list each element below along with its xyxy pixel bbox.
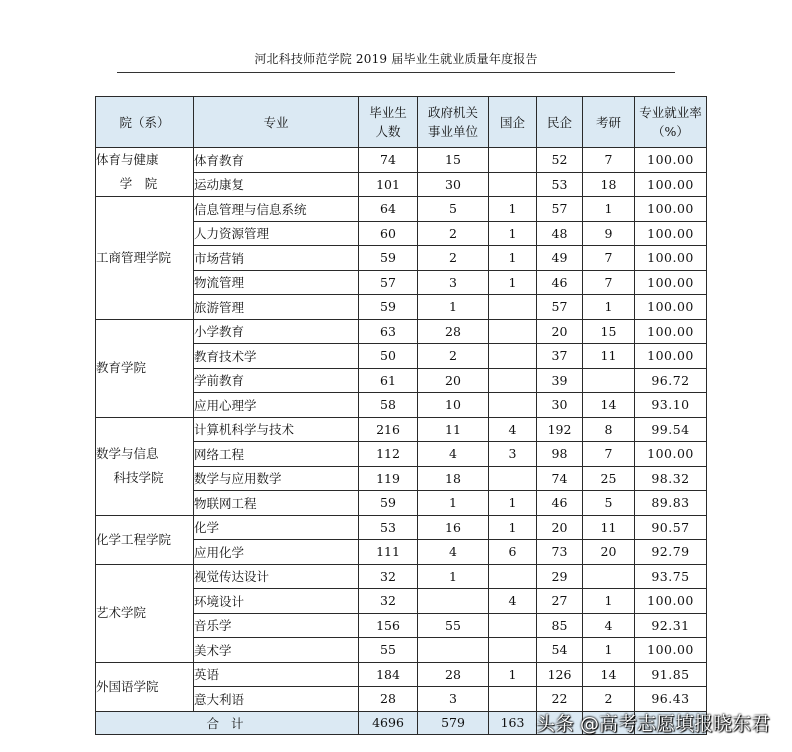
header-government: [418, 97, 489, 148]
cell-government: 30: [418, 172, 489, 197]
cell-government: 1: [418, 295, 489, 320]
table-row: [96, 515, 707, 540]
cell-government: 5: [418, 197, 489, 222]
cell-state-enterprise: [489, 319, 537, 344]
cell-college: [96, 148, 194, 197]
cell-employment-rate: 90.57: [635, 515, 707, 540]
cell-private-enterprise: 52: [537, 148, 583, 173]
cell-graduates: 63: [359, 319, 418, 344]
cell-employment-rate: 100.00: [635, 172, 707, 197]
cell-graduates: 112: [359, 442, 418, 467]
header-major: 专业: [194, 97, 359, 148]
cell-state-enterprise: [489, 172, 537, 197]
cell-employment-rate: 99.54: [635, 417, 707, 442]
table-header-row: [96, 97, 707, 148]
cell-employment-rate: 100.00: [635, 638, 707, 663]
cell-graduates: 74: [359, 148, 418, 173]
cell-employment-rate: 89.83: [635, 491, 707, 516]
cell-postgraduate: 2: [583, 687, 635, 712]
cell-government: 2: [418, 344, 489, 369]
cell-government: 10: [418, 393, 489, 418]
cell-private-enterprise: 74: [537, 466, 583, 491]
cell-major: 应用化学: [194, 540, 359, 565]
cell-state-enterprise: 1: [489, 491, 537, 516]
cell-private-enterprise: 27: [537, 589, 583, 614]
cell-employment-rate: 100.00: [635, 442, 707, 467]
cell-employment-rate: 100.00: [635, 295, 707, 320]
cell-government: 15: [418, 148, 489, 173]
cell-major: 意大利语: [194, 687, 359, 712]
cell-major: 小学教育: [194, 319, 359, 344]
cell-state-enterprise: 1: [489, 221, 537, 246]
cell-postgraduate: 7: [583, 148, 635, 173]
cell-postgraduate: 1: [583, 589, 635, 614]
cell-employment-rate: 100.00: [635, 221, 707, 246]
cell-state-enterprise: [489, 368, 537, 393]
cell-postgraduate: 5: [583, 491, 635, 516]
totals-state-enterprise: 163: [489, 711, 537, 734]
cell-postgraduate: 11: [583, 344, 635, 369]
cell-state-enterprise: [489, 687, 537, 712]
college-name-line: 数学与信息: [96, 446, 159, 461]
cell-government: 1: [418, 491, 489, 516]
cell-major: 物联网工程: [194, 491, 359, 516]
cell-graduates: 55: [359, 638, 418, 663]
cell-college: [96, 662, 194, 711]
header-graduates-text: 毕业生人数: [369, 105, 407, 139]
cell-private-enterprise: 57: [537, 295, 583, 320]
college-name-line: 学 院: [119, 176, 158, 191]
cell-major: 应用心理学: [194, 393, 359, 418]
cell-graduates: 53: [359, 515, 418, 540]
cell-postgraduate: 1: [583, 295, 635, 320]
cell-private-enterprise: 22: [537, 687, 583, 712]
cell-government: 16: [418, 515, 489, 540]
cell-postgraduate: 11: [583, 515, 635, 540]
cell-major: 计算机科学与技术: [194, 417, 359, 442]
cell-government: [418, 638, 489, 663]
cell-private-enterprise: 192: [537, 417, 583, 442]
cell-major: 化学: [194, 515, 359, 540]
table-row: [96, 197, 707, 222]
cell-employment-rate: 96.43: [635, 687, 707, 712]
cell-major: 英语: [194, 662, 359, 687]
cell-employment-rate: 91.85: [635, 662, 707, 687]
header-private-enterprise: 民企: [537, 97, 583, 148]
cell-state-enterprise: 1: [489, 662, 537, 687]
cell-employment-rate: 100.00: [635, 270, 707, 295]
cell-major: 运动康复: [194, 172, 359, 197]
cell-government: 2: [418, 246, 489, 271]
cell-major: 美术学: [194, 638, 359, 663]
cell-postgraduate: [583, 368, 635, 393]
cell-government: 11: [418, 417, 489, 442]
cell-employment-rate: 100.00: [635, 344, 707, 369]
cell-government: 4: [418, 540, 489, 565]
cell-graduates: 119: [359, 466, 418, 491]
table-row: [96, 319, 707, 344]
header-employment-rate: [635, 97, 707, 148]
cell-college: [96, 319, 194, 417]
cell-graduates: 184: [359, 662, 418, 687]
college-name-line: 科技学院: [113, 470, 164, 485]
cell-postgraduate: 14: [583, 662, 635, 687]
cell-employment-rate: 98.32: [635, 466, 707, 491]
cell-state-enterprise: 3: [489, 442, 537, 467]
cell-postgraduate: 4: [583, 613, 635, 638]
cell-private-enterprise: 54: [537, 638, 583, 663]
cell-state-enterprise: 1: [489, 197, 537, 222]
header-employment-rate-text: 专业就业率（%）: [639, 105, 702, 139]
cell-private-enterprise: 53: [537, 172, 583, 197]
table-row: [96, 417, 707, 442]
totals-label: 合 计: [96, 711, 359, 734]
employment-table-container: [95, 96, 706, 735]
cell-state-enterprise: 1: [489, 515, 537, 540]
watermark: 头条 @高考志愿填报晓东君: [535, 713, 770, 735]
cell-state-enterprise: [489, 466, 537, 491]
cell-government: 28: [418, 319, 489, 344]
cell-government: 28: [418, 662, 489, 687]
cell-state-enterprise: [489, 638, 537, 663]
cell-graduates: 57: [359, 270, 418, 295]
cell-graduates: 28: [359, 687, 418, 712]
cell-government: 18: [418, 466, 489, 491]
header-state-enterprise: 国企: [489, 97, 537, 148]
cell-major: 网络工程: [194, 442, 359, 467]
cell-college: [96, 197, 194, 320]
cell-government: 2: [418, 221, 489, 246]
cell-private-enterprise: 20: [537, 515, 583, 540]
cell-private-enterprise: 20: [537, 319, 583, 344]
college-name-line: 化学工程学院: [96, 531, 172, 547]
cell-graduates: 216: [359, 417, 418, 442]
cell-private-enterprise: 98: [537, 442, 583, 467]
header-postgraduate: 考研: [583, 97, 635, 148]
table-body: [96, 148, 707, 712]
cell-private-enterprise: 73: [537, 540, 583, 565]
cell-private-enterprise: 46: [537, 270, 583, 295]
cell-employment-rate: 92.79: [635, 540, 707, 565]
cell-employment-rate: 100.00: [635, 197, 707, 222]
cell-state-enterprise: [489, 295, 537, 320]
cell-graduates: 59: [359, 295, 418, 320]
cell-major: 环境设计: [194, 589, 359, 614]
cell-state-enterprise: 4: [489, 589, 537, 614]
cell-state-enterprise: [489, 564, 537, 589]
header-college: 院（系）: [96, 97, 194, 148]
cell-graduates: 32: [359, 564, 418, 589]
cell-government: 3: [418, 270, 489, 295]
college-name-line: 教育学院: [96, 360, 147, 375]
cell-graduates: 156: [359, 613, 418, 638]
cell-graduates: 59: [359, 491, 418, 516]
college-name-line: 体育与健康: [96, 152, 159, 167]
cell-private-enterprise: 49: [537, 246, 583, 271]
cell-postgraduate: 14: [583, 393, 635, 418]
cell-college: [96, 564, 194, 662]
cell-postgraduate: [583, 564, 635, 589]
cell-employment-rate: 100.00: [635, 148, 707, 173]
totals-graduates: 4696: [359, 711, 418, 734]
cell-state-enterprise: [489, 148, 537, 173]
cell-graduates: 60: [359, 221, 418, 246]
cell-private-enterprise: 46: [537, 491, 583, 516]
cell-employment-rate: 100.00: [635, 246, 707, 271]
cell-employment-rate: 100.00: [635, 589, 707, 614]
cell-private-enterprise: 57: [537, 197, 583, 222]
cell-government: 55: [418, 613, 489, 638]
document-title: 河北科技师范学院 2019 届毕业生就业质量年度报告: [254, 52, 538, 66]
cell-college: [96, 515, 194, 564]
cell-employment-rate: 100.00: [635, 319, 707, 344]
cell-postgraduate: 20: [583, 540, 635, 565]
cell-major: 物流管理: [194, 270, 359, 295]
cell-state-enterprise: 4: [489, 417, 537, 442]
cell-postgraduate: 18: [583, 172, 635, 197]
cell-state-enterprise: [489, 393, 537, 418]
cell-private-enterprise: 37: [537, 344, 583, 369]
table-row: [96, 564, 707, 589]
cell-graduates: 61: [359, 368, 418, 393]
cell-major: 体育教育: [194, 148, 359, 173]
cell-private-enterprise: 85: [537, 613, 583, 638]
cell-private-enterprise: 126: [537, 662, 583, 687]
cell-postgraduate: 7: [583, 270, 635, 295]
cell-college: [96, 417, 194, 515]
cell-major: 数学与应用数学: [194, 466, 359, 491]
college-name-line: 艺术学院: [96, 605, 147, 620]
cell-postgraduate: 1: [583, 197, 635, 222]
employment-table: [95, 96, 707, 735]
cell-private-enterprise: 30: [537, 393, 583, 418]
cell-major: 旅游管理: [194, 295, 359, 320]
totals-government: 579: [418, 711, 489, 734]
header-government-text: 政府机关事业单位: [427, 105, 478, 139]
table-row: [96, 148, 707, 173]
cell-graduates: 58: [359, 393, 418, 418]
cell-major: 学前教育: [194, 368, 359, 393]
cell-government: 1: [418, 564, 489, 589]
cell-graduates: 59: [359, 246, 418, 271]
cell-postgraduate: 1: [583, 638, 635, 663]
cell-government: 4: [418, 442, 489, 467]
header-graduates: [359, 97, 418, 148]
title-underline: [117, 72, 675, 73]
cell-graduates: 64: [359, 197, 418, 222]
cell-employment-rate: 93.10: [635, 393, 707, 418]
cell-major: 视觉传达设计: [194, 564, 359, 589]
cell-state-enterprise: [489, 344, 537, 369]
cell-government: [418, 589, 489, 614]
cell-government: 20: [418, 368, 489, 393]
cell-graduates: 111: [359, 540, 418, 565]
cell-state-enterprise: 1: [489, 246, 537, 271]
cell-major: 音乐学: [194, 613, 359, 638]
cell-postgraduate: 15: [583, 319, 635, 344]
cell-employment-rate: 92.31: [635, 613, 707, 638]
cell-postgraduate: 7: [583, 246, 635, 271]
cell-private-enterprise: 48: [537, 221, 583, 246]
cell-major: 人力资源管理: [194, 221, 359, 246]
cell-postgraduate: 25: [583, 466, 635, 491]
cell-employment-rate: 96.72: [635, 368, 707, 393]
cell-major: 教育技术学: [194, 344, 359, 369]
cell-state-enterprise: 1: [489, 270, 537, 295]
cell-postgraduate: 9: [583, 221, 635, 246]
college-name-line: 外国语学院: [96, 678, 159, 694]
cell-postgraduate: 7: [583, 442, 635, 467]
cell-state-enterprise: 6: [489, 540, 537, 565]
cell-private-enterprise: 39: [537, 368, 583, 393]
cell-graduates: 101: [359, 172, 418, 197]
cell-employment-rate: 93.75: [635, 564, 707, 589]
cell-state-enterprise: [489, 613, 537, 638]
cell-graduates: 32: [359, 589, 418, 614]
cell-graduates: 50: [359, 344, 418, 369]
table-row: [96, 662, 707, 687]
cell-government: 3: [418, 687, 489, 712]
cell-major: 市场营销: [194, 246, 359, 271]
cell-postgraduate: 8: [583, 417, 635, 442]
cell-major: 信息管理与信息系统: [194, 197, 359, 222]
college-name-line: 工商管理学院: [96, 249, 172, 265]
cell-private-enterprise: 29: [537, 564, 583, 589]
